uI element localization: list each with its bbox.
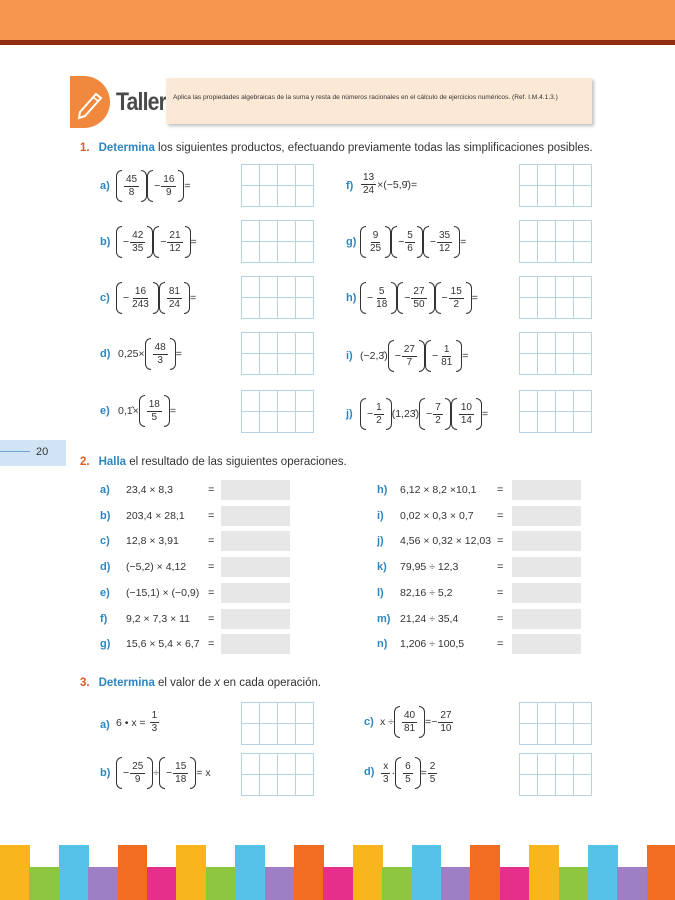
answer-grid[interactable]	[241, 220, 314, 263]
q2-operation: 0,02 × 0,3 × 0,7	[400, 509, 474, 522]
q3-number: 3.	[80, 677, 90, 689]
answer-box[interactable]	[512, 609, 581, 629]
q1-j-expression: − $\frac{1}{2}$ (1,23̂) − $\frac{7}{2}$ 10 14 =	[360, 398, 488, 430]
q2-label: d)	[100, 561, 111, 574]
answer-grid[interactable]	[519, 220, 592, 263]
answer-box[interactable]	[221, 531, 290, 551]
q2-label: n)	[377, 638, 388, 651]
stripe	[617, 867, 647, 900]
q1-d-expression: 0,25× 48 3 =	[118, 338, 182, 370]
answer-grid[interactable]	[241, 390, 314, 433]
q2-label: e)	[100, 586, 110, 599]
q2-text: el resultado de las siguientes operaciones.	[126, 456, 347, 468]
q2-label: i)	[377, 509, 384, 522]
stripe	[470, 845, 500, 900]
equals-sign: =	[497, 561, 504, 574]
equals-sign: =	[497, 535, 504, 548]
q2-label: c)	[100, 535, 110, 548]
q1-g-expression: 9 25 − $\frac{5}{6}$ − $\frac{35}{12}$ =	[360, 226, 466, 258]
decorative-stripes	[0, 845, 675, 900]
equals-sign: =	[497, 612, 504, 625]
answer-grid[interactable]	[519, 753, 592, 796]
equals-sign: =	[208, 638, 215, 651]
answer-grid[interactable]	[519, 164, 592, 207]
stripe	[265, 867, 295, 900]
q1-heading	[80, 142, 593, 154]
q2-label: l)	[377, 586, 384, 599]
equals-sign: =	[208, 561, 215, 574]
answer-box[interactable]	[512, 531, 581, 551]
q2-operation: 1,206 ÷ 100,5	[400, 638, 465, 651]
q1-h-expression: − $\frac{5}{18}$ − $\frac{27}{50}$ − $\frac{15}{2}$ =	[360, 282, 478, 314]
q2-label: j)	[377, 535, 384, 548]
q3-d-expression: x 3 · 6 5 = $\frac{2}{5}$	[380, 757, 438, 789]
q3-verb: Determina	[98, 677, 155, 689]
stripe	[176, 845, 206, 900]
answer-box[interactable]	[512, 583, 581, 603]
q3-text-2: en cada operación.	[220, 677, 322, 689]
q1-c-expression: − $\frac{16}{243}$ 81 24 =	[116, 282, 196, 314]
q1-e-label: e)	[100, 405, 110, 417]
answer-box[interactable]	[512, 480, 581, 500]
answer-box[interactable]	[512, 557, 581, 577]
q2-label: f)	[100, 612, 108, 625]
equals-sign: =	[208, 586, 215, 599]
equals-sign: =	[497, 638, 504, 651]
q1-j-label: j)	[346, 408, 353, 420]
q2-operation: (−5,2) × 4,12	[126, 561, 187, 574]
equals-sign: =	[208, 535, 215, 548]
stripe	[29, 867, 59, 900]
q2-operation: 82,16 ÷ 5,2	[400, 586, 453, 599]
q2-label: m)	[377, 612, 391, 625]
answer-box[interactable]	[221, 480, 290, 500]
stripe	[294, 845, 324, 900]
instruction-text: Aplica las propiedades algebraicas de la suma y resta de números racionales en el cálculo de ejercicios numéricos. (Ref. I.M.4.1.3.)	[173, 94, 558, 101]
q1-h-label: h)	[346, 292, 357, 304]
page-number: 20	[36, 446, 49, 458]
q2-verb: Halla	[98, 456, 127, 468]
q1-g-label: g)	[346, 236, 357, 248]
answer-grid[interactable]	[241, 753, 314, 796]
q2-operation: 6,12 × 8,2 ×10,1	[400, 484, 477, 496]
stripe	[588, 845, 618, 900]
answer-box[interactable]	[221, 634, 290, 654]
q2-label: a)	[100, 484, 110, 496]
q2-operation: 203,4 × 28,1	[126, 509, 185, 522]
stripe	[0, 845, 30, 900]
equals-sign: =	[208, 612, 215, 625]
q3-c-expression: x ÷ 40 81 = − $\frac{27}{10}$	[380, 706, 454, 738]
answer-box[interactable]	[221, 609, 290, 629]
answer-box[interactable]	[512, 506, 581, 526]
stripe	[59, 845, 89, 900]
stripe	[500, 867, 530, 900]
q3-variable: x	[214, 677, 221, 689]
stripe	[353, 845, 383, 900]
q3-c-label: c)	[364, 716, 374, 728]
answer-grid[interactable]	[519, 702, 592, 745]
q1-a-expression: 45 8 − $\frac{16}{9}$ =	[116, 170, 191, 202]
equals-sign: =	[497, 484, 504, 496]
q2-operation: 23,4 × 8,3	[126, 484, 173, 496]
q2-label: g)	[100, 638, 111, 651]
q2-operation: 79,95 ÷ 12,3	[400, 561, 459, 574]
answer-box[interactable]	[512, 634, 581, 654]
answer-box[interactable]	[221, 557, 290, 577]
answer-grid[interactable]	[519, 276, 592, 319]
q2-operation: 12,8 × 3,91	[126, 535, 179, 548]
stripe	[441, 867, 471, 900]
equals-sign: =	[497, 586, 504, 599]
stripe	[559, 867, 589, 900]
top-banner	[0, 0, 675, 40]
q2-operation: 4,56 × 0,32 × 12,03	[400, 535, 492, 548]
section-title: Taller	[116, 88, 167, 116]
q1-b-label: b)	[100, 236, 111, 248]
answer-box[interactable]	[221, 583, 290, 603]
answer-grid[interactable]	[519, 390, 592, 433]
q3-b-expression: − $\frac{25}{9}$ ÷ − $\frac{15}{18}$ = x	[116, 757, 211, 789]
stripe	[529, 845, 559, 900]
equals-sign: =	[208, 509, 215, 522]
q1-i-expression: (−2,3̂) − $\frac{27}{7}$ − $\frac{1}{81}$ =	[360, 340, 468, 372]
answer-grid[interactable]	[241, 276, 314, 319]
q1-text: los siguientes productos, efectuando previamente todas las simplificaciones posibles.	[154, 142, 593, 154]
stripe	[323, 867, 353, 900]
answer-grid[interactable]	[241, 702, 314, 745]
q3-a-label: a)	[100, 719, 110, 731]
answer-box[interactable]	[221, 506, 290, 526]
stripe	[412, 845, 442, 900]
q3-d-label: d)	[364, 766, 375, 778]
q2-number: 2.	[80, 456, 90, 468]
pencil-icon	[70, 76, 110, 128]
answer-grid[interactable]	[241, 332, 314, 375]
q1-f-expression: $\frac{13}{24}$ × (−5,9̄) =	[363, 172, 418, 196]
q1-b-expression: − $\frac{42}{35}$ − $\frac{21}{12}$ =	[116, 226, 197, 258]
stripe	[147, 867, 177, 900]
stripe	[647, 845, 675, 900]
q3-heading	[80, 677, 321, 689]
q1-verb: Determina	[98, 142, 155, 154]
q1-a-label: a)	[100, 180, 110, 192]
q1-e-expression: 0,1̂× 18 5 =	[118, 395, 176, 427]
answer-grid[interactable]	[241, 164, 314, 207]
answer-grid[interactable]	[519, 332, 592, 375]
equals-sign: =	[208, 484, 215, 496]
q1-i-label: i)	[346, 350, 353, 362]
stripe	[88, 867, 118, 900]
equals-sign: =	[497, 509, 504, 522]
q2-operation: (−15,1) × (−0,9)	[126, 586, 200, 599]
page-line	[0, 451, 30, 452]
q1-f-label: f)	[346, 180, 354, 192]
q3-text-1: el valor de	[154, 677, 215, 689]
q1-c-label: c)	[100, 292, 110, 304]
stripe	[235, 845, 265, 900]
q2-operation: 21,24 ÷ 35,4	[400, 612, 459, 625]
q2-operation: 9,2 × 7,3 × 11	[126, 612, 191, 625]
q2-label: k)	[377, 561, 387, 574]
stripe	[206, 867, 236, 900]
q2-operation: 15,6 × 5,4 × 6,7	[126, 638, 200, 651]
top-divider	[0, 40, 675, 45]
stripe	[382, 867, 412, 900]
q1-d-label: d)	[100, 348, 111, 360]
q3-b-label: b)	[100, 767, 111, 779]
q2-label: h)	[377, 484, 388, 496]
page-tab	[0, 440, 66, 466]
q1-number: 1.	[80, 142, 90, 154]
instruction-box	[166, 78, 592, 124]
q2-label: b)	[100, 509, 111, 522]
q3-a-expression: 6 • x = $\frac{1}{3}$	[116, 710, 158, 734]
q2-heading	[80, 456, 347, 468]
stripe	[118, 845, 148, 900]
